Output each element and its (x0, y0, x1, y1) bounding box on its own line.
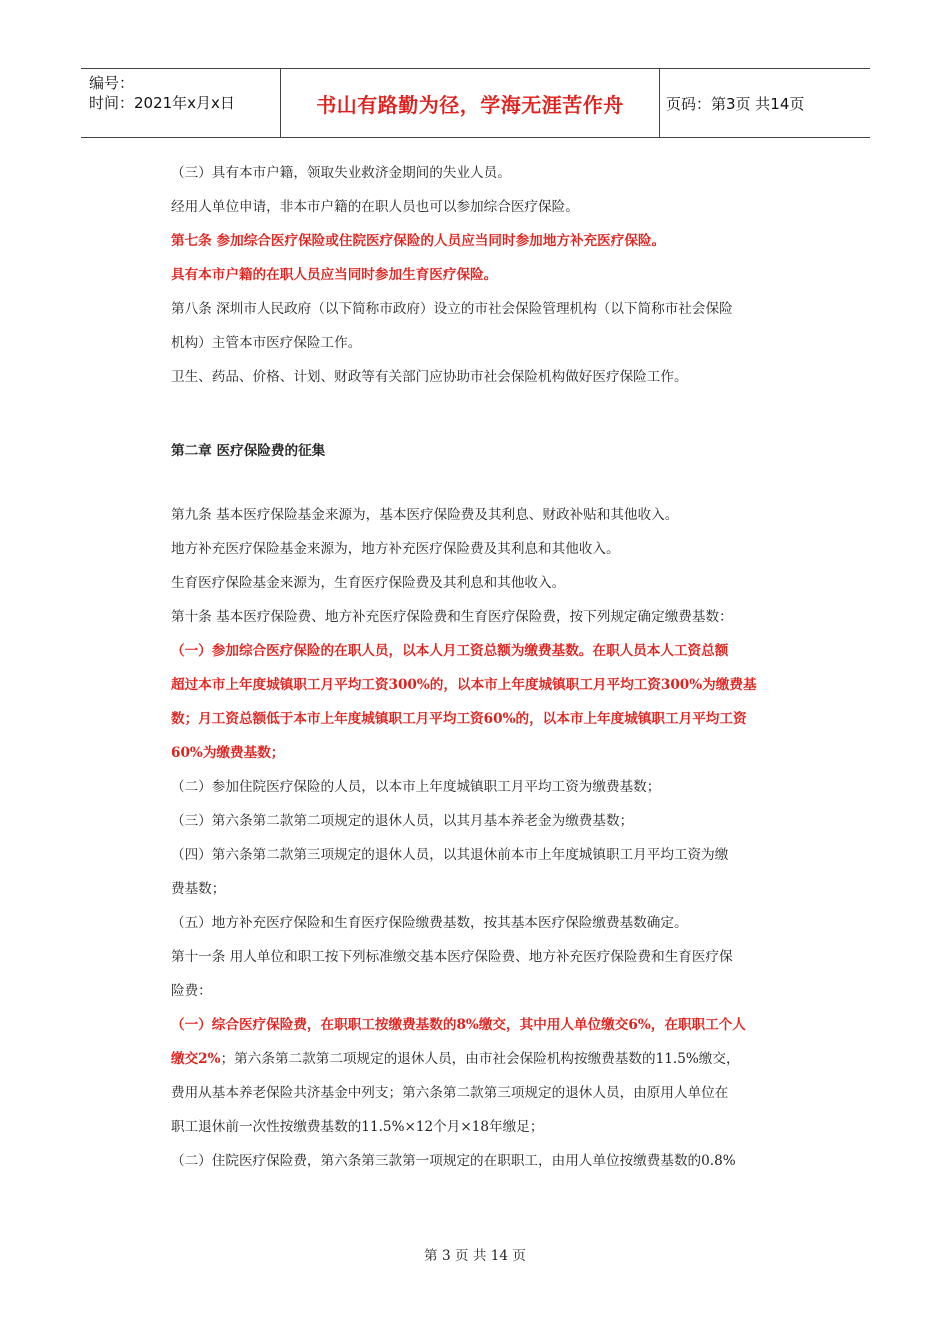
paragraph: 第九条 基本医疗保险基金来源为，基本医疗保险费及其利息、财政补贴和其他收入。 (171, 507, 679, 523)
paragraph: 机构）主管本市医疗保险工作。 (171, 335, 362, 351)
paragraph: （二）住院医疗保险费，第六条第三款第一项规定的在职职工，由用人单位按缴费基数的0.8% (171, 1153, 736, 1169)
highlight-fragment: 缴交2% (171, 1051, 221, 1067)
paragraph: 职工退休前一次性按缴费基数的11.5%×12个月×18年缴足； (171, 1119, 544, 1135)
highlight-line: （一）参加综合医疗保险的在职人员，以本人月工资总额为缴费基数。在职人员本人工资总额 (171, 643, 729, 659)
article-7-highlight-2: 具有本市户籍的在职人员应当同时参加生育医疗保险。 (171, 267, 498, 283)
highlight-line: 超过本市上年度城镇职工月平均工资300%的，以本市上年度城镇职工月平均工资300%为缴费基 (171, 677, 757, 693)
paragraph: 第八条 深圳市人民政府（以下简称市政府）设立的市社会保险管理机构（以下简称市社会保险 (171, 301, 733, 317)
paragraph: 地方补充医疗保险基金来源为，地方补充医疗保险费及其利息和其他收入。 (171, 541, 620, 557)
document-body (171, 156, 771, 1178)
paragraph: （五）地方补充医疗保险和生育医疗保险缴费基数，按其基本医疗保险缴费基数确定。 (171, 915, 688, 931)
paragraph: 生育医疗保险基金来源为，生育医疗保险费及其利息和其他收入。 (171, 575, 566, 591)
header-motto: 书山有路勤为径，学海无涯苦作舟 (281, 69, 660, 137)
paragraph: （三）第六条第二款第二项规定的退休人员，以其月基本养老金为缴费基数； (171, 813, 634, 829)
spacer (171, 394, 771, 434)
paragraph: 经用人单位申请，非本市户籍的在职人员也可以参加综合医疗保险。 (171, 199, 579, 215)
document-time: 时间：2021年x月x日 (89, 94, 235, 112)
paragraph: （四）第六条第二款第三项规定的退休人员，以其退休前本市上年度城镇职工月平均工资为缴 (171, 847, 729, 863)
text-fragment: ；第六条第二款第二项规定的退休人员，由市社会保险机构按缴费基数的11.5%缴交， (220, 1051, 740, 1067)
mixed-line (171, 1042, 771, 1076)
highlight-line: 数；月工资总额低于本市上年度城镇职工月平均工资60%的，以本市上年度城镇职工月平均工资 (171, 711, 747, 727)
paragraph: 费用从基本养老保险共济基金中列支；第六条第二款第三项规定的退休人员，由原用人单位在 (171, 1085, 729, 1101)
paragraph: 第十一条 用人单位和职工按下列标准缴交基本医疗保险费、地方补充医疗保险费和生育医疗保 (171, 949, 733, 965)
header-meta (81, 69, 281, 137)
paragraph: （二）参加住院医疗保险的人员，以本市上年度城镇职工月平均工资为缴费基数； (171, 779, 661, 795)
page-footer: 第 3 页 共 14 页 (424, 1248, 526, 1264)
header-page-number: 页码：第3页 共14页 (666, 94, 805, 113)
paragraph: 险费： (171, 983, 212, 999)
document-number: 编号： (89, 74, 135, 92)
paragraph: 费基数； (171, 881, 226, 897)
paragraph: （三）具有本市户籍，领取失业救济金期间的失业人员。 (171, 165, 511, 181)
page-header (81, 68, 870, 138)
spacer (171, 468, 771, 498)
chapter-heading: 第二章 医疗保险费的征集 (171, 443, 326, 459)
highlight-line: （一）综合医疗保险费，在职职工按缴费基数的8%缴交，其中用人单位缴交6%，在职职工个人 (171, 1017, 746, 1033)
paragraph: 卫生、药品、价格、计划、财政等有关部门应协助市社会保险机构做好医疗保险工作。 (171, 369, 688, 385)
highlight-line: 60%为缴费基数； (171, 745, 285, 761)
article-7-highlight: 第七条 参加综合医疗保险或住院医疗保险的人员应当同时参加地方补充医疗保险。 (171, 233, 666, 249)
paragraph: 第十条 基本医疗保险费、地方补充医疗保险费和生育医疗保险费，按下列规定确定缴费基数： (171, 609, 733, 625)
